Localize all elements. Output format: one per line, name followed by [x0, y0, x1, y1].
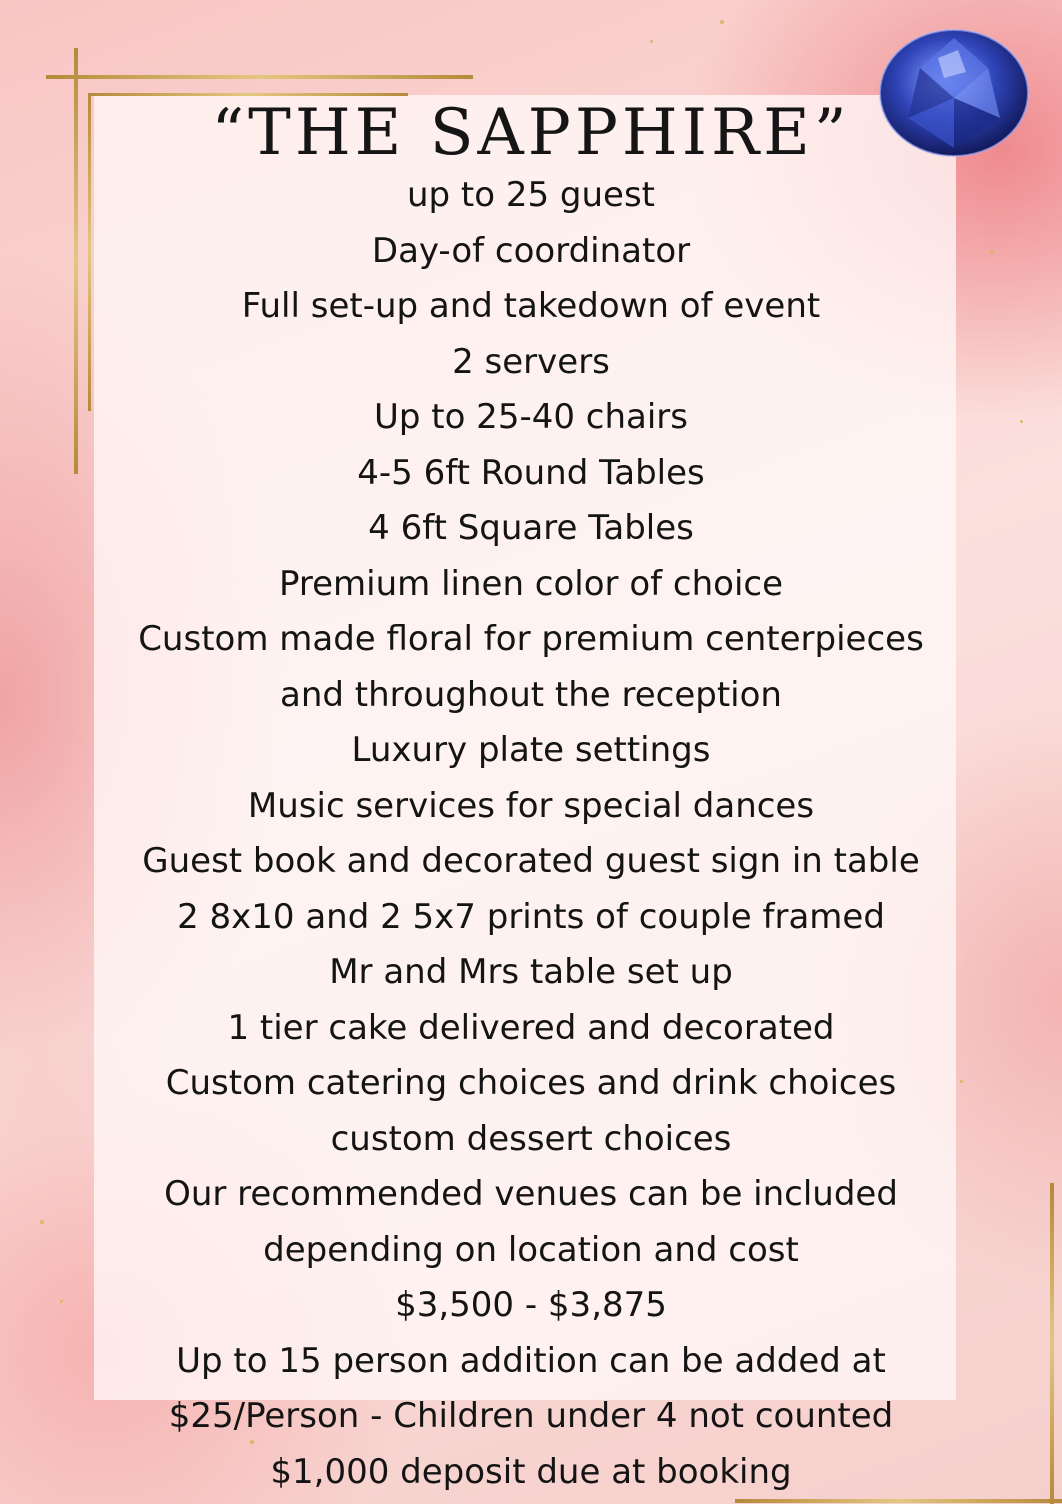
detail-line: Luxury plate settings: [351, 730, 711, 770]
gold-sparkle: [720, 20, 724, 24]
detail-line: 1 tier cake delivered and decorated: [227, 1007, 835, 1048]
detail-line: Our recommended venues can be included: [164, 1174, 898, 1214]
detail-line: 4 6ft Square Tables: [368, 508, 694, 548]
detail-line: Up to 15 person addition can be added at: [176, 1340, 886, 1381]
detail-line: 2 servers: [452, 341, 610, 382]
package-details: [60, 168, 1002, 1500]
page-title: “THE SAPPHIRE”: [211, 96, 851, 170]
detail-line: Mr and Mrs table set up: [329, 952, 733, 992]
detail-line: Full set-up and takedown of event: [241, 286, 821, 326]
detail-line: custom dessert choices: [330, 1118, 732, 1159]
detail-line: Music services for special dances: [247, 785, 815, 826]
gold-line-top-long: [46, 75, 473, 79]
gold-sparkle: [40, 1220, 44, 1224]
detail-line: 2 8x10 and 2 5x7 prints of couple framed: [177, 896, 885, 937]
deposit-line: $1,000 deposit due at booking: [270, 1451, 792, 1492]
detail-line: up to 25 guest: [406, 175, 656, 215]
detail-line: $25/Person - Children under 4 not counted: [168, 1396, 894, 1436]
detail-line: and throughout the reception: [280, 674, 782, 715]
detail-line: 4-5 6ft Round Tables: [357, 452, 705, 493]
gold-sparkle: [1020, 420, 1023, 423]
price-range: $3,500 - $3,875: [395, 1285, 667, 1325]
detail-line: Guest book and decorated guest sign in table: [142, 841, 920, 881]
detail-line: Day-of coordinator: [371, 230, 691, 271]
detail-line: Up to 25-40 chairs: [373, 397, 689, 437]
detail-line: Custom catering choices and drink choices: [165, 1063, 897, 1103]
detail-line: Custom made floral for premium centerpieces: [138, 619, 924, 659]
gold-sparkle: [650, 40, 653, 43]
detail-line: Premium linen color of choice: [278, 563, 784, 604]
detail-line: depending on location and cost: [263, 1229, 799, 1270]
gold-line-right-bottom: [1050, 1183, 1054, 1504]
